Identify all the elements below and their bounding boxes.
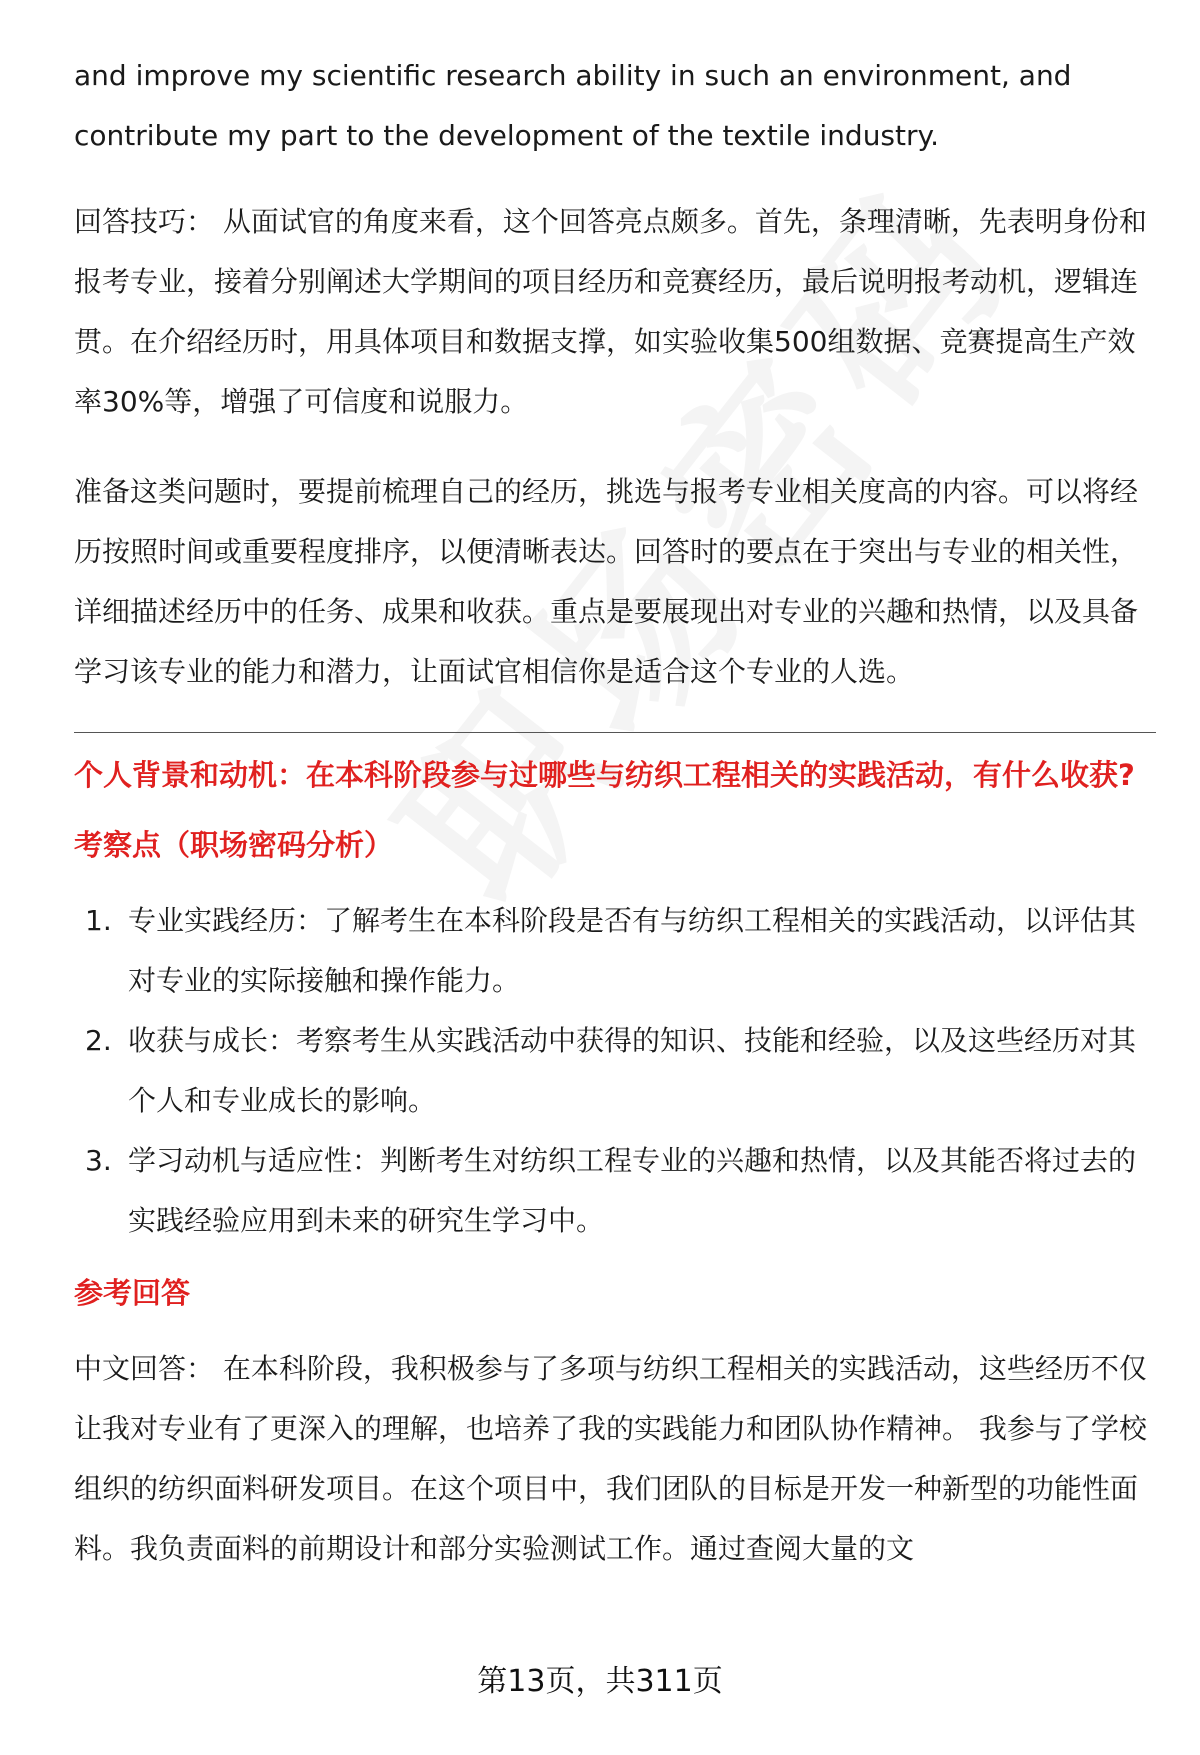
tips-paragraph: 回答技巧： 从面试官的角度来看，这个回答亮点颇多。首先，条理清晰，先表明身份和报考专业，接着分别阐述大学期间的项目经历和竞赛经历，最后说明报考动机，逻辑连贯。在介绍经历时，用具体项目和数据支撑，如实验收集500组数据、竞赛提高生产效率30%等，增强了可信度和说服力。 <box>74 205 1147 418</box>
list-item-text: 收获与成长：考察考生从实践活动中获得的知识、技能和经验，以及这些经历对其个人和专业成长的影响。 <box>128 1024 1137 1117</box>
section-divider <box>74 732 1156 733</box>
chinese-answer-paragraph: 中文回答： 在本科阶段，我积极参与了多项与纺织工程相关的实践活动，这些经历不仅让我对专业有了更深入的理解，也培养了我的实践能力和团队协作精神。 我参与了学校组织的纺织面料研发项目。在这个项目中，我们团队的目标是开发一种新型的功能性面料。我负责面料的前期设计和部分实验测试工作。通过查阅大量的文 <box>74 1352 1147 1565</box>
list-item <box>74 891 1154 1011</box>
reference-answer-title: 参考回答 <box>74 1276 191 1310</box>
question-title: 个人背景和动机：在本科阶段参与过哪些与纺织工程相关的实践活动，有什么收获? <box>74 758 1135 792</box>
list-item-number: 1. <box>85 904 112 937</box>
document-page <box>74 46 1154 1609</box>
prep-paragraph: 准备这类问题时，要提前梳理自己的经历，挑选与报考专业相关度高的内容。可以将经历按照时间或重要程度排序，以便清晰表达。回答时的要点在于突出与专业的相关性，详细描述经历中的任务、成果和收获。重点是要展现出对专业的兴趣和热情，以及具备学习该专业的能力和潜力，让面试官相信你是适合这个专业的人选。 <box>74 475 1139 688</box>
list-item-text: 专业实践经历：了解考生在本科阶段是否有与纺织工程相关的实践活动，以评估其对专业的实际接触和操作能力。 <box>128 904 1137 997</box>
assessment-title: 考察点（职场密码分析） <box>74 828 394 862</box>
assessment-list <box>74 891 1154 1251</box>
list-item-number: 3. <box>85 1144 112 1177</box>
list-item <box>74 1011 1154 1131</box>
list-item <box>74 1131 1154 1251</box>
list-item-text: 学习动机与适应性：判断考生对纺织工程专业的兴趣和热情，以及其能否将过去的实践经验应用到未来的研究生学习中。 <box>128 1144 1137 1237</box>
page-number-footer: 第13页，共311页 <box>477 1664 723 1699</box>
list-item-number: 2. <box>85 1024 112 1057</box>
intro-paragraph: and improve my scientific research ability in such an environment, and contribute my part to the development of the textile industry. <box>74 59 1072 152</box>
